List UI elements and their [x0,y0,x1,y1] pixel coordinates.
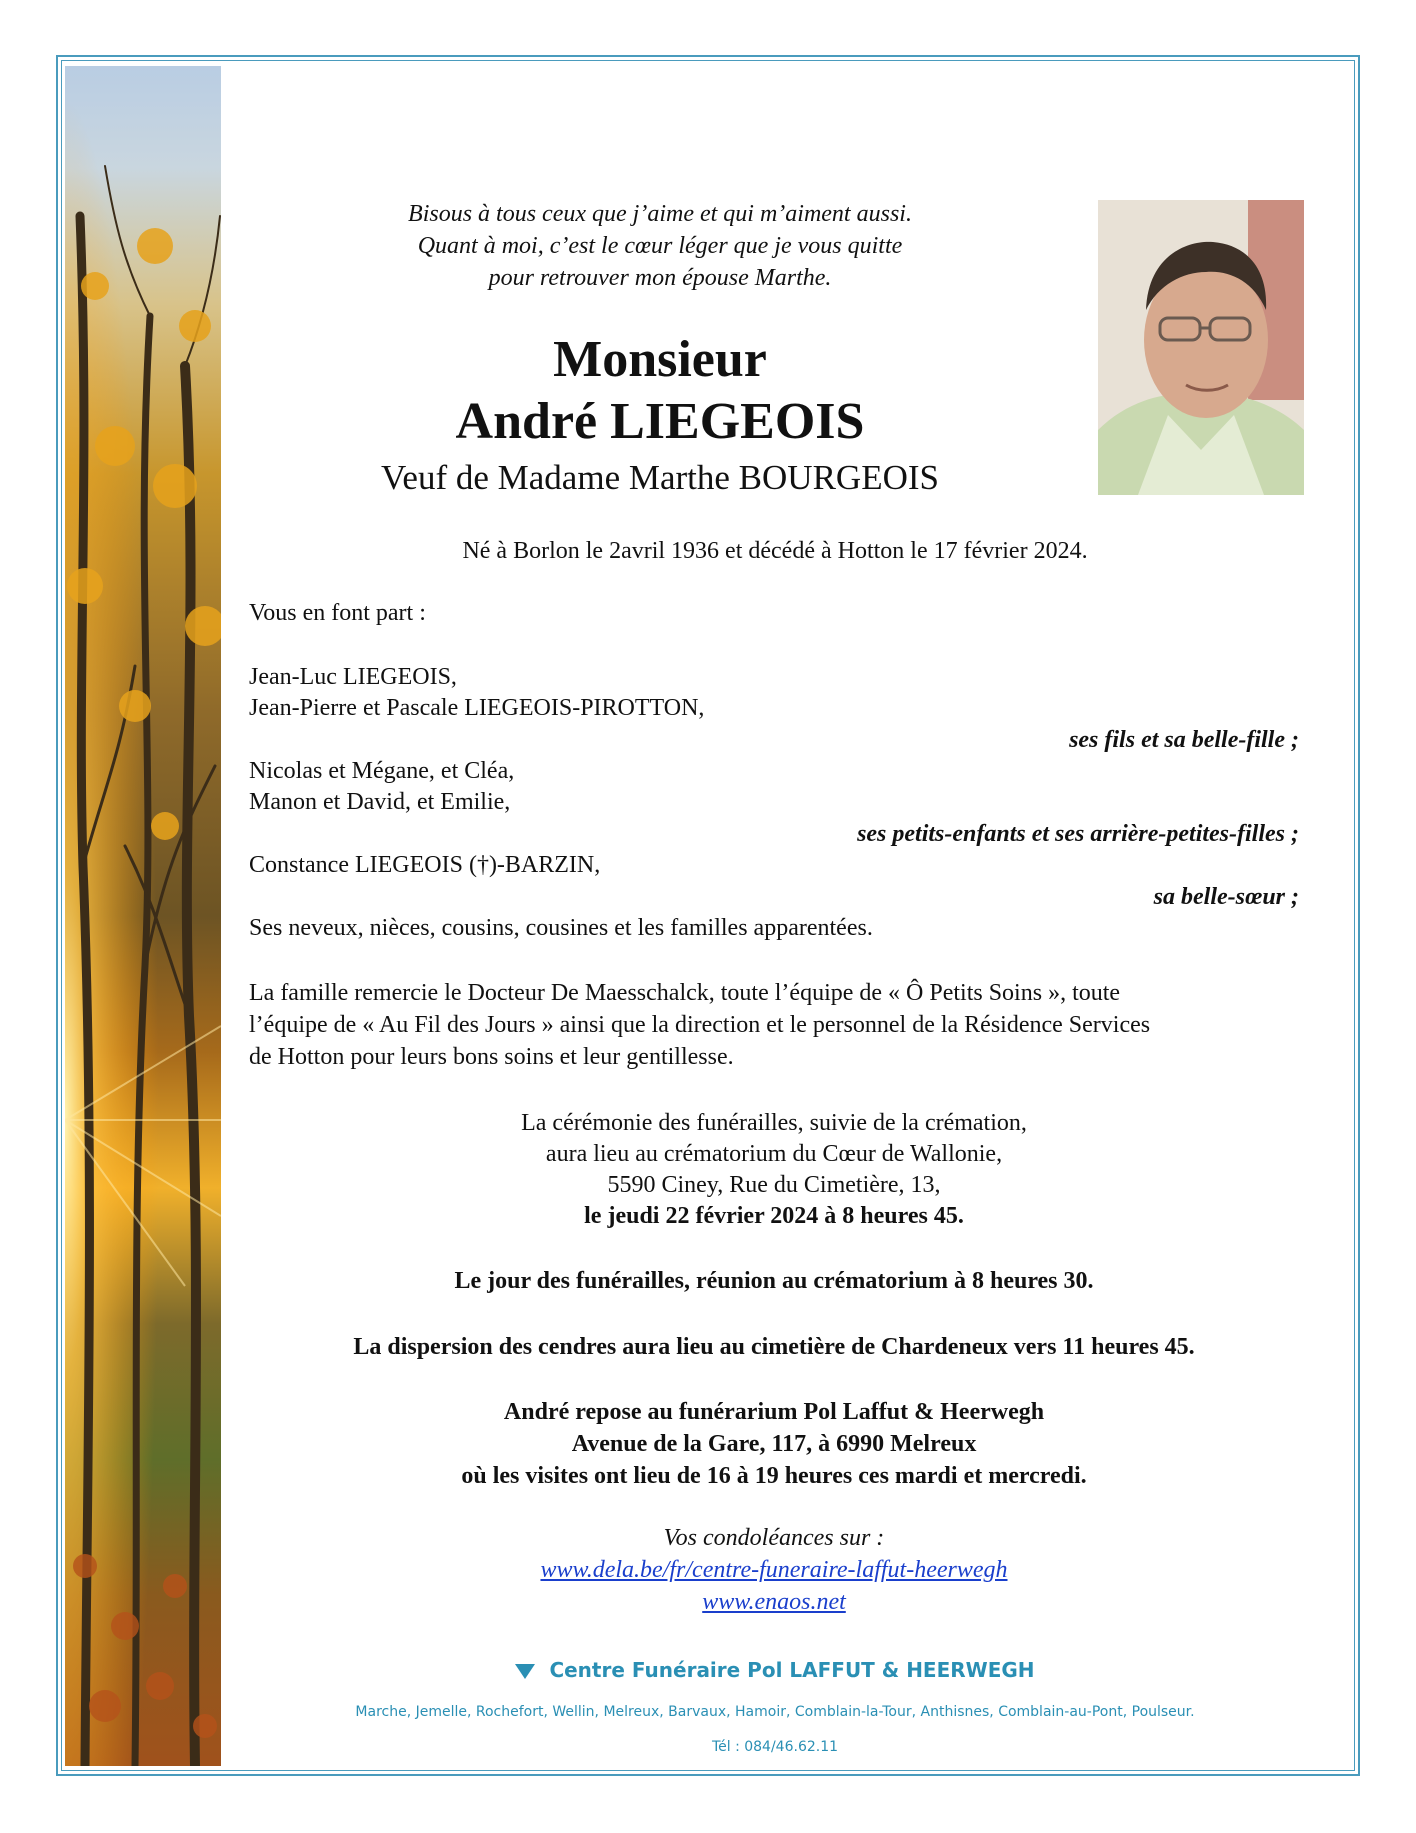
portrait-photo [1098,200,1304,495]
autumn-trees-image [65,66,221,1766]
family-sister-in-law-relation: sa belle-sœur ; [1153,884,1299,910]
visits-line-2: Avenue de la Gare, 117, à 6990 Melreux [571,1431,977,1457]
condolences-label: Vos condoléances sur : [663,1525,885,1551]
ceremony-line-2: aura lieu au crématorium du Cœur de Wallonie, [545,1141,1003,1167]
footer-company-name: Centre Funéraire Pol LAFFUT & HEERWEGH [549,1658,1035,1682]
widow-of: Veuf de Madame Marthe BOURGEOIS [381,458,939,497]
footer-phone: Tél : 084/46.62.11 [711,1739,839,1755]
honorific: Monsieur [553,331,767,388]
opening-quote [300,198,1020,294]
visits-line-3: où les visites ont lieu de 16 à 19 heures ces mardi et mercredi. [461,1463,1087,1489]
quote-line-2: Quant à moi, c’est le cœur léger que je vous quitte [417,233,903,259]
ceremony-line-1: La cérémonie des funérailles, suivie de la crémation, [521,1110,1027,1136]
ashes-line: La dispersion des cendres aura lieu au cimetière de Chardeneux vers 11 heures 45. [353,1334,1195,1360]
birth-death-line: Né à Borlon le 2avril 1936 et décédé à Hotton le 17 février 2024. [462,538,1088,564]
family-sons-line-2: Jean-Pierre et Pascale LIEGEOIS-PIROTTON, [249,695,705,721]
quote-line-3: pour retrouver mon épouse Marthe. [488,265,832,291]
meeting-line: Le jour des funérailles, réunion au crématorium à 8 heures 30. [454,1268,1094,1294]
visits-block [249,1396,1299,1492]
footer-cities: Marche, Jemelle, Rochefort, Wellin, Melreux, Barvaux, Hamoir, Comblain-la-Tour, Anthisnes, Comblain-au-Pont, Poulseur. [355,1704,1195,1720]
deceased-name: André LIEGEOIS [455,393,865,450]
family-grandchildren-relation: ses petits-enfants et ses arrière-petites-filles ; [857,821,1299,847]
quote-line-1: Bisous à tous ceux que j’aime et qui m’aiment aussi. [408,201,912,227]
family-sister-in-law: Constance LIEGEOIS (†)-BARZIN, [249,852,601,878]
condolences-block [249,1522,1299,1618]
family-grandchildren-line-2: Manon et David, et Emilie, [249,789,511,815]
thanks-paragraph [249,977,1299,1073]
condolences-link-dela[interactable]: www.dela.be/fr/centre-funeraire-laffut-heerwegh [540,1557,1008,1583]
family-grandchildren-line-1: Nicolas et Mégane, et Cléa, [249,758,515,784]
ceremony-date: le jeudi 22 février 2024 à 8 heures 45. [584,1203,964,1229]
thanks-line-1: La famille remercie le Docteur De Maesschalck, toute l’équipe de « Ô Petits Soins », toute [249,980,1121,1006]
family-sons-line-1: Jean-Luc LIEGEOIS, [249,664,457,690]
triangle-down-icon [515,1664,535,1679]
footer-company [250,1658,1300,1682]
thanks-line-3: de Hotton pour leurs bons soins et leur gentillesse. [249,1044,734,1070]
family-others: Ses neveux, nièces, cousins, cousines et les familles apparentées. [249,915,873,941]
thanks-line-2: l’équipe de « Au Fil des Jours » ainsi que la direction et le personnel de la Résidence Services [249,1012,1151,1038]
ceremony-block [249,1108,1299,1232]
condolences-link-enaos[interactable]: www.enaos.net [702,1589,846,1615]
family-sons-relation: ses fils et sa belle-fille ; [1069,727,1299,753]
ceremony-line-3: 5590 Ciney, Rue du Cimetière, 13, [607,1172,941,1198]
intro-line: Vous en font part : [249,600,426,626]
visits-line-1: André repose au funérarium Pol Laffut & Heerwegh [503,1399,1045,1425]
